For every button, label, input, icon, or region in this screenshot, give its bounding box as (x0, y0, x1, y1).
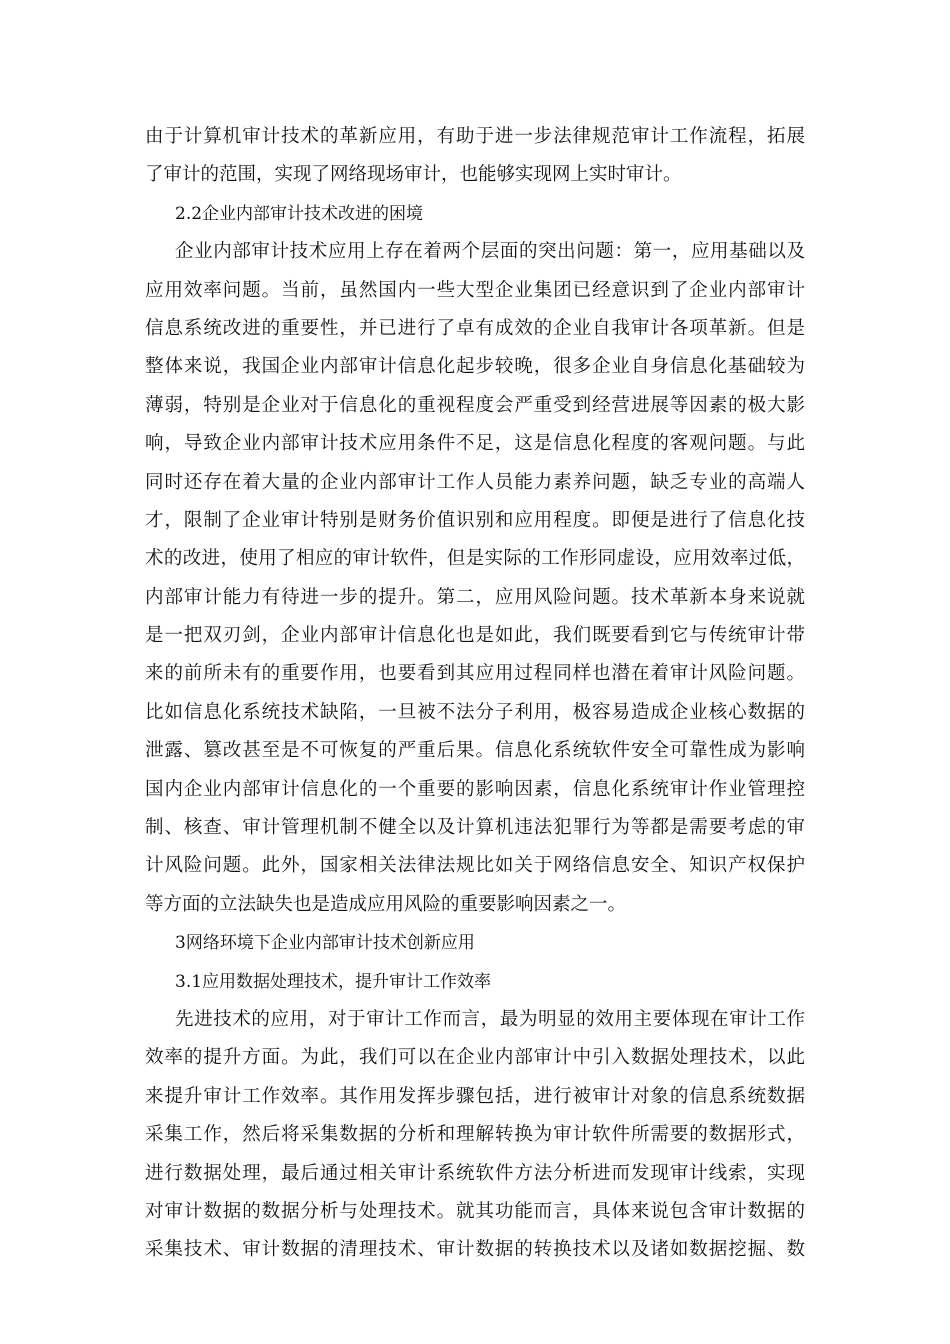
paragraph-first-line: 企业内部审计技术应用上存在着两个层面的突出问题：第一，应用基础以及 (175, 241, 805, 263)
text-line: 比如信息化系统技术缺陷，一旦被不法分子利用，极容易造成企业核心数据的 (145, 701, 805, 723)
text-line: 对审计数据的数据分析与处理技术。就其功能而言，具体来说包含审计数据的 (145, 1200, 805, 1222)
text-line: 由于计算机审计技术的革新应用，有助于进一步法律规范审计工作流程，拓展 (145, 126, 805, 147)
paragraph-last-line: 了审计的范围，实现了网络现场审计，也能够实现网上实时审计。 (145, 164, 682, 186)
text-line: 同时还存在着大量的企业内部审计工作人员能力素养问题，缺乏专业的高端人 (145, 471, 805, 493)
text-line: 进行数据处理，最后通过相关审计系统软件方法分析进而发现审计线索，实现 (145, 1162, 805, 1184)
text-line: 应用效率问题。当前，虽然国内一些大型企业集团已经意识到了企业内部审计 (145, 279, 805, 301)
text-line: 术的改进，使用了相应的审计软件，但是实际的工作形同虚设，应用效率过低， (145, 548, 805, 570)
text-line: 来的前所未有的重要作用，也要看到其应用过程同样也潜在着审计风险问题。 (145, 663, 805, 685)
text-line: 国内企业内部审计信息化的一个重要的影响因素，信息化系统审计作业管理控 (145, 778, 805, 800)
text-line: 采集工作，然后将采集数据的分析和理解转换为审计软件所需要的数据形式， (145, 1124, 805, 1146)
section-heading: 2.2企业内部审计技术改进的困境 (175, 203, 424, 224)
text-line: 是一把双刃剑，企业内部审计信息化也是如此，我们既要看到它与传统审计带 (145, 625, 805, 647)
text-line: 计风险问题。此外，国家相关法律法规比如关于网络信息安全、知识产权保护 (145, 855, 805, 877)
text-line: 信息系统改进的重要性，并已进行了卓有成效的企业自我审计各项革新。但是 (145, 317, 805, 339)
text-line: 来提升审计工作效率。其作用发挥步骤包括，进行被审计对象的信息系统数据 (145, 1085, 805, 1107)
paragraph-first-line: 先进技术的应用，对于审计工作而言，最为明显的效用主要体现在审计工作 (175, 1008, 805, 1030)
section-heading: 3.1应用数据处理技术，提升审计工作效率 (175, 971, 492, 992)
paragraph-last-line: 等方面的立法缺失也是造成应用风险的重要影响因素之一。 (145, 893, 627, 915)
text-line: 整体来说，我国企业内部审计信息化起步较晚，很多企业自身信息化基础较为 (145, 356, 805, 378)
section-heading: 3网络环境下企业内部审计技术创新应用 (175, 933, 475, 954)
text-line: 薄弱，特别是企业对于信息化的重视程度会严重受到经营进展等因素的极大影 (145, 394, 805, 416)
text-line: 制、核查、审计管理机制不健全以及计算机违法犯罪行为等都是需要考虑的审 (145, 817, 805, 839)
text-line: 响，导致企业内部审计技术应用条件不足，这是信息化程度的客观问题。与此 (145, 433, 805, 455)
text-line: 才，限制了企业审计特别是财务价值识别和应用程度。即便是进行了信息化技 (145, 509, 805, 531)
text-line: 内部审计能力有待进一步的提升。第二，应用风险问题。技术革新本身来说就 (145, 586, 805, 608)
text-line: 效率的提升方面。为此，我们可以在企业内部审计中引入数据处理技术，以此 (145, 1047, 805, 1069)
text-line: 泄露、篡改甚至是不可恢复的严重后果。信息化系统软件安全可靠性成为影响 (145, 740, 805, 762)
text-line: 采集技术、审计数据的清理技术、审计数据的转换技术以及诸如数据挖掘、数 (145, 1239, 805, 1261)
document-body (145, 118, 805, 1270)
